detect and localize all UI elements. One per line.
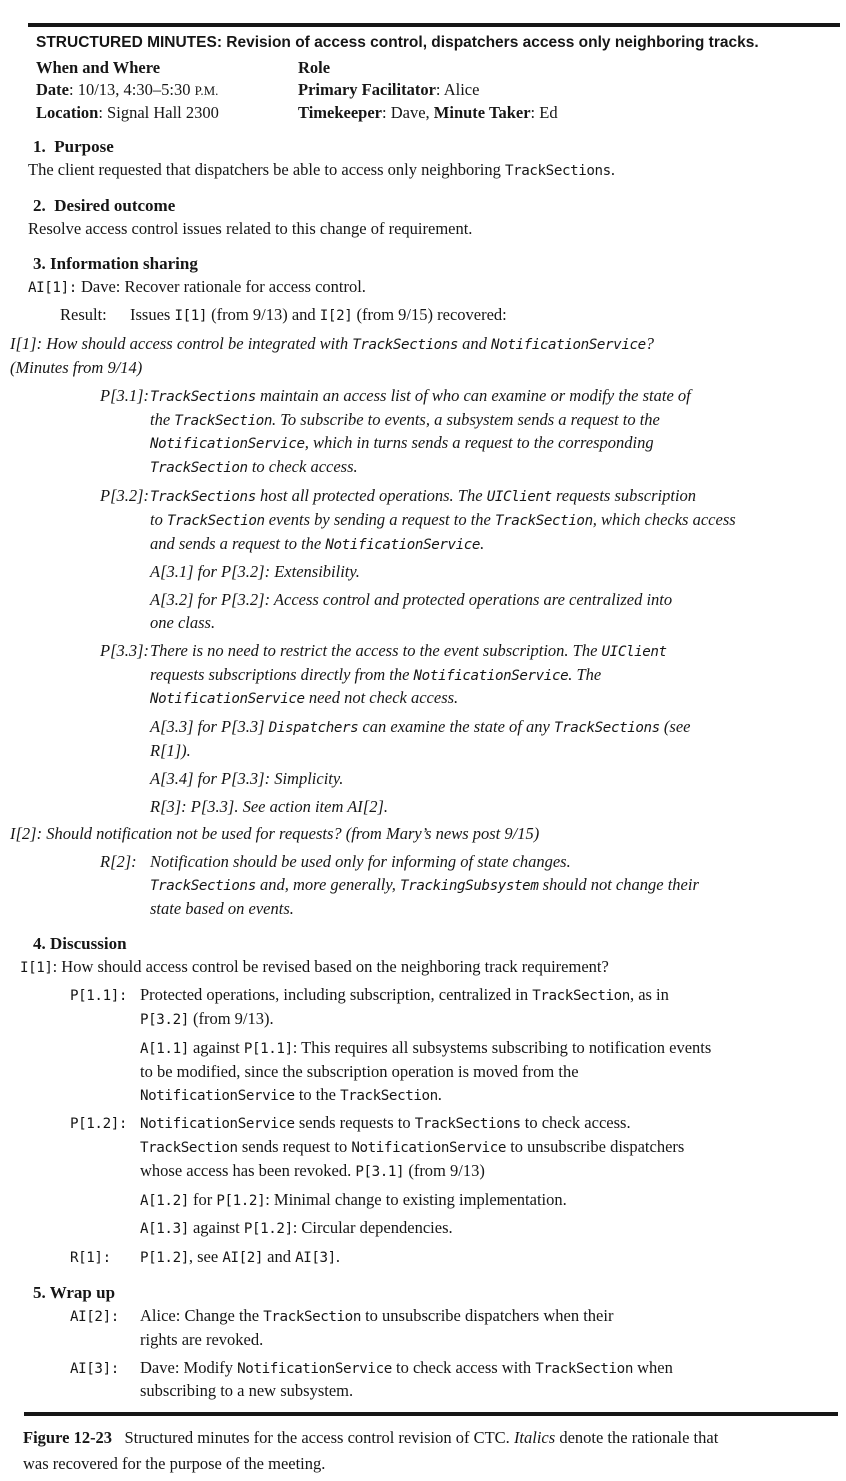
text-segment: : This requires all subsystems subscribing to notification events [292,1037,712,1057]
header-row [36,57,846,79]
code-text: TrackSections [150,488,256,505]
text-line [150,385,846,409]
minutes-block [0,796,846,819]
code-text: TrackSection [166,512,265,529]
code-text: TrackSections [553,720,660,737]
minutes-block [0,1357,846,1404]
code-text: AI[3]: [70,1360,119,1377]
item-label [70,1305,119,1329]
minutes-block [0,218,846,241]
text-line [140,1084,846,1108]
text-segment: can examine the state of any [358,717,554,737]
item-label [100,851,137,874]
code-text: NotificationService [150,436,305,453]
code-text: UIClient [601,643,667,660]
bottom-rule [24,1412,838,1416]
text-segment: : 10/13, 4:30–5:30 [68,80,195,99]
text-segment: . [335,1247,340,1267]
minutes-block [0,333,846,380]
minutes-block [0,276,846,300]
code-text: I[2] [319,308,353,325]
text-segment: (from 9/15) recovered: [352,305,507,325]
text-segment: and sends a request to the [150,533,326,553]
text-segment: Primary Facilitator [298,80,436,99]
text-segment: I[2]: Should notification not be used for requests? (from Mary’s news post 9/15) [10,824,540,844]
minutes-block [0,1217,846,1241]
text-line [150,874,846,898]
text-segment: was recovered for the purpose of the meeting. [23,1454,326,1473]
text-line [150,456,846,480]
minutes-block [0,956,846,980]
code-text: TrackSection [174,412,272,429]
minutes-block [0,589,846,635]
text-segment: Alice: Change the [140,1306,264,1326]
text-segment: to unsubscribe dispatchers [506,1137,685,1157]
item-label [70,1112,127,1136]
text-segment: should not change their [538,874,699,894]
text-line [140,1329,846,1352]
text-segment: ? [645,334,654,354]
text-segment: . To subscribe to events, a subsystem sends a request to the [272,409,660,429]
text-segment: : Minimal change to existing implementation. [265,1189,567,1209]
text-line [150,716,846,740]
header-row [36,102,846,124]
text-segment: subscribing to a new subsystem. [140,1381,354,1401]
text-line [150,640,846,664]
item-label [60,304,107,327]
text-line [150,612,846,635]
text-line [150,664,846,688]
code-text: P[3.2] [140,1012,189,1029]
text-segment: rights are revoked. [140,1329,264,1349]
text-line [150,533,846,557]
minutes-block [0,716,846,763]
code-text: TrackSections [150,877,256,894]
text-segment: to be modified, since the subscription operation is moved from the [140,1061,579,1081]
header-role-cell [298,57,846,79]
text-segment: A[3.2] for P[3.2]: Access control and protected operations are centralized into [150,590,673,610]
text-segment: (see [659,717,691,737]
text-segment: and [458,334,492,354]
text-segment: and, more generally, [255,874,401,894]
text-segment: Notification should be used only for informing of state changes. [150,852,571,872]
section-heading: 4. Discussion [33,933,127,953]
text-line [140,1008,846,1032]
caption-line [23,1425,841,1451]
text-line [140,1160,846,1184]
minutes-block [0,561,846,584]
code-text: R[1]: [70,1250,111,1267]
text-segment: , which checks access [592,509,736,529]
code-text: P[1.2] [243,1221,293,1238]
header-when-where-cell [36,57,298,79]
text-segment: state based on events. [150,898,294,918]
document-title: STRUCTURED MINUTES: Revision of access control, dispatchers access only neighboring tracks. [36,34,759,51]
text-segment: for [188,1189,217,1209]
text-line [150,796,846,819]
section-heading: 1. Purpose [33,137,114,156]
text-segment: to unsubscribe dispatchers when their [360,1306,614,1326]
text-segment: against [188,1037,244,1057]
text-segment: against [188,1218,244,1238]
minutes-block [0,304,846,328]
text-line [150,589,846,612]
header-when-where-cell [36,102,298,124]
text-segment: Minute Taker [433,103,531,122]
code-text: P[1.1] [243,1040,293,1057]
text-line [20,956,846,980]
text-segment: Date [36,80,69,99]
code-text: TrackSections [352,337,459,354]
item-label [100,640,149,663]
text-segment: There is no need to restrict the access to the event subscription. The [150,640,602,660]
minutes-block [0,1037,846,1107]
text-segment: Role [298,58,331,77]
page [0,23,846,1473]
text-segment: host all protected operations. The [255,485,487,505]
text-line [140,1357,846,1381]
section-heading: 5. Wrap up [33,1283,116,1303]
text-line [150,432,846,456]
text-segment: to the [294,1084,341,1104]
code-text: TrackSection [532,988,630,1005]
text-segment: : How should access control be revised based on the neighboring track requirement? [52,956,609,976]
code-text: P[1.1]: [70,988,127,1005]
text-segment: R[2]: [100,852,137,872]
minutes-block [0,823,846,846]
code-text: NotificationService [491,337,646,354]
text-segment: (Minutes from 9/14) [10,357,143,377]
code-text: AI[2]: [70,1309,119,1326]
text-segment: Dave: Modify [140,1357,238,1377]
text-segment: denote the rationale that [555,1428,719,1447]
item-label [70,1246,111,1270]
text-segment: one class. [150,612,216,632]
minutes-block [0,1112,846,1183]
text-segment: to [150,509,167,529]
section-heading: 3. Information sharing [33,253,198,273]
figure-caption [23,1425,841,1477]
top-rule [28,23,840,27]
text-line [130,304,846,328]
text-segment: to check access. [247,457,358,477]
code-text: TrackSections [150,388,256,405]
text-segment: Dave: Recover rationale for access control. [76,276,366,296]
text-segment: : Ed [530,103,558,122]
text-segment: I[1]: How should access control be integrated with [10,334,353,354]
code-text: NotificationService [413,667,569,684]
text-segment: Protected operations, including subscription, centralized in [140,985,533,1005]
text-line [140,984,846,1008]
minutes-block [0,640,846,711]
text-segment: The client requested that dispatchers be able to access only neighboring [28,160,505,179]
text-segment: . [480,533,485,553]
text-line [140,1112,846,1136]
text-line [140,1061,846,1084]
text-segment: to check access. [520,1113,631,1133]
text-segment: the [150,409,175,429]
text-line [140,1189,846,1213]
text-line [10,823,846,846]
text-segment: : Dave, [382,103,434,122]
text-line [150,898,846,921]
text-line [150,509,846,533]
code-text: TrackingSubsystem [400,877,539,894]
code-text: UIClient [486,488,552,505]
item-label [100,385,149,408]
text-line [28,218,846,241]
text-segment: Figure 12-23 [23,1428,113,1447]
item-label [100,485,149,508]
text-segment: and [263,1247,296,1267]
text-segment: A[3.3] for P[3.3] [150,717,269,737]
text-line [150,485,846,509]
code-text: TrackSection [495,512,593,529]
code-text: P[1.2] [140,1250,189,1267]
item-label [70,1357,119,1381]
text-segment: Italics [513,1428,556,1447]
meeting-header [36,57,846,124]
text-line [150,768,846,791]
text-segment: : Circular dependencies. [292,1218,453,1238]
text-line [10,333,846,357]
text-segment: Resolve access control issues related to this change of requirement. [28,218,473,238]
text-line [140,1246,846,1270]
minutes-block [0,1246,846,1270]
code-text: P[1.2]: [70,1116,127,1133]
code-text: AI[2] [222,1250,264,1267]
code-text: I[1] [20,959,53,976]
text-line [150,851,846,874]
code-text: TrackSection [140,1140,238,1157]
text-line [28,276,846,300]
text-line [10,357,846,380]
text-line [150,409,846,433]
text-segment: A[3.4] for P[3.3]: Simplicity. [150,768,344,788]
minutes-block [0,768,846,791]
minutes-block [0,159,846,183]
code-text: AI[1]: [28,279,77,296]
code-text: TrackSection [535,1360,633,1377]
text-line [28,159,846,183]
text-segment: P.M. [194,83,219,98]
minutes-body [0,137,846,1403]
text-segment: A[3.1] for P[3.2]: Extensibility. [150,562,360,582]
text-segment: (from 9/13). [188,1009,274,1029]
text-segment: : Alice [435,80,480,99]
code-text: NotificationService [325,536,481,553]
code-text: A[1.2] [140,1192,189,1209]
text-segment: : Signal Hall 2300 [98,103,219,122]
code-text: NotificationService [150,691,305,708]
text-segment: Result: [60,305,107,325]
text-segment: requests subscription [551,485,697,505]
text-segment: P[3.3]: [100,640,150,660]
code-text: NotificationService [140,1087,295,1104]
code-text: A[1.1] [140,1040,189,1057]
text-segment: , see [188,1247,223,1267]
code-text: P[1.2] [216,1192,266,1209]
text-segment: maintain an access list of who can examine or modify the state of [255,385,691,405]
text-segment: R[3]: P[3.3]. See action item AI[2]. [150,796,389,816]
code-text: TrackSections [414,1116,521,1133]
text-line [140,1305,846,1329]
text-segment: Location [36,103,99,122]
text-segment: . [437,1084,442,1104]
text-segment: R[1]). [150,740,191,760]
code-text: NotificationService [237,1360,392,1377]
code-text: TrackSection [150,460,248,477]
text-segment: When and Where [36,58,161,77]
text-segment: (from 9/13) [404,1160,485,1180]
text-segment: requests subscriptions directly from the [150,664,414,684]
caption-line [23,1451,841,1477]
code-text: AI[3] [295,1250,336,1267]
minutes-block [0,485,846,556]
text-segment: events by sending a request to the [264,509,496,529]
text-line [150,687,846,711]
minutes-block [0,1305,846,1352]
code-text: A[1.3] [140,1221,189,1238]
minutes-block [0,984,846,1032]
code-text: I[1] [174,308,208,325]
header-when-where-cell [36,79,298,102]
text-segment: Structured minutes for the access control revision of CTC. [112,1428,514,1447]
text-segment: whose access has been revoked. [140,1160,356,1180]
header-role-cell [298,102,846,124]
text-segment: , as in [629,985,669,1005]
text-segment: . The [568,664,602,684]
text-line [140,1037,846,1061]
code-text: NotificationService [351,1140,507,1157]
text-line [150,740,846,763]
code-text: P[3.1] [355,1163,405,1180]
text-line [140,1217,846,1241]
text-segment: Timekeeper [298,103,383,122]
header-row [36,79,846,102]
code-text: NotificationService [140,1116,295,1133]
text-segment: P[3.2]: [100,485,150,505]
text-segment: . [610,160,615,179]
text-segment: sends request to [237,1137,352,1157]
text-segment: when [632,1357,673,1377]
header-role-cell [298,79,846,102]
text-segment: sends requests to [294,1113,415,1133]
item-label [70,984,127,1008]
text-line [140,1380,846,1403]
text-segment: need not check access. [304,688,459,708]
text-segment: (from 9/13) and [207,305,320,325]
code-text: Dispatchers [268,720,359,737]
code-text: TrackSection [340,1087,438,1104]
text-line [140,1136,846,1160]
minutes-block [0,385,846,480]
text-line [150,561,846,584]
text-segment: to check access with [391,1357,536,1377]
minutes-block [0,851,846,920]
text-segment: Issues [130,305,175,325]
code-text: TrackSection [263,1309,361,1326]
code-text: TrackSections [504,163,611,179]
text-segment: P[3.1]: [100,385,150,405]
section-heading: 2. Desired outcome [33,195,176,215]
text-segment: , which in turns sends a request to the corresponding [304,433,654,453]
minutes-block [0,1189,846,1213]
